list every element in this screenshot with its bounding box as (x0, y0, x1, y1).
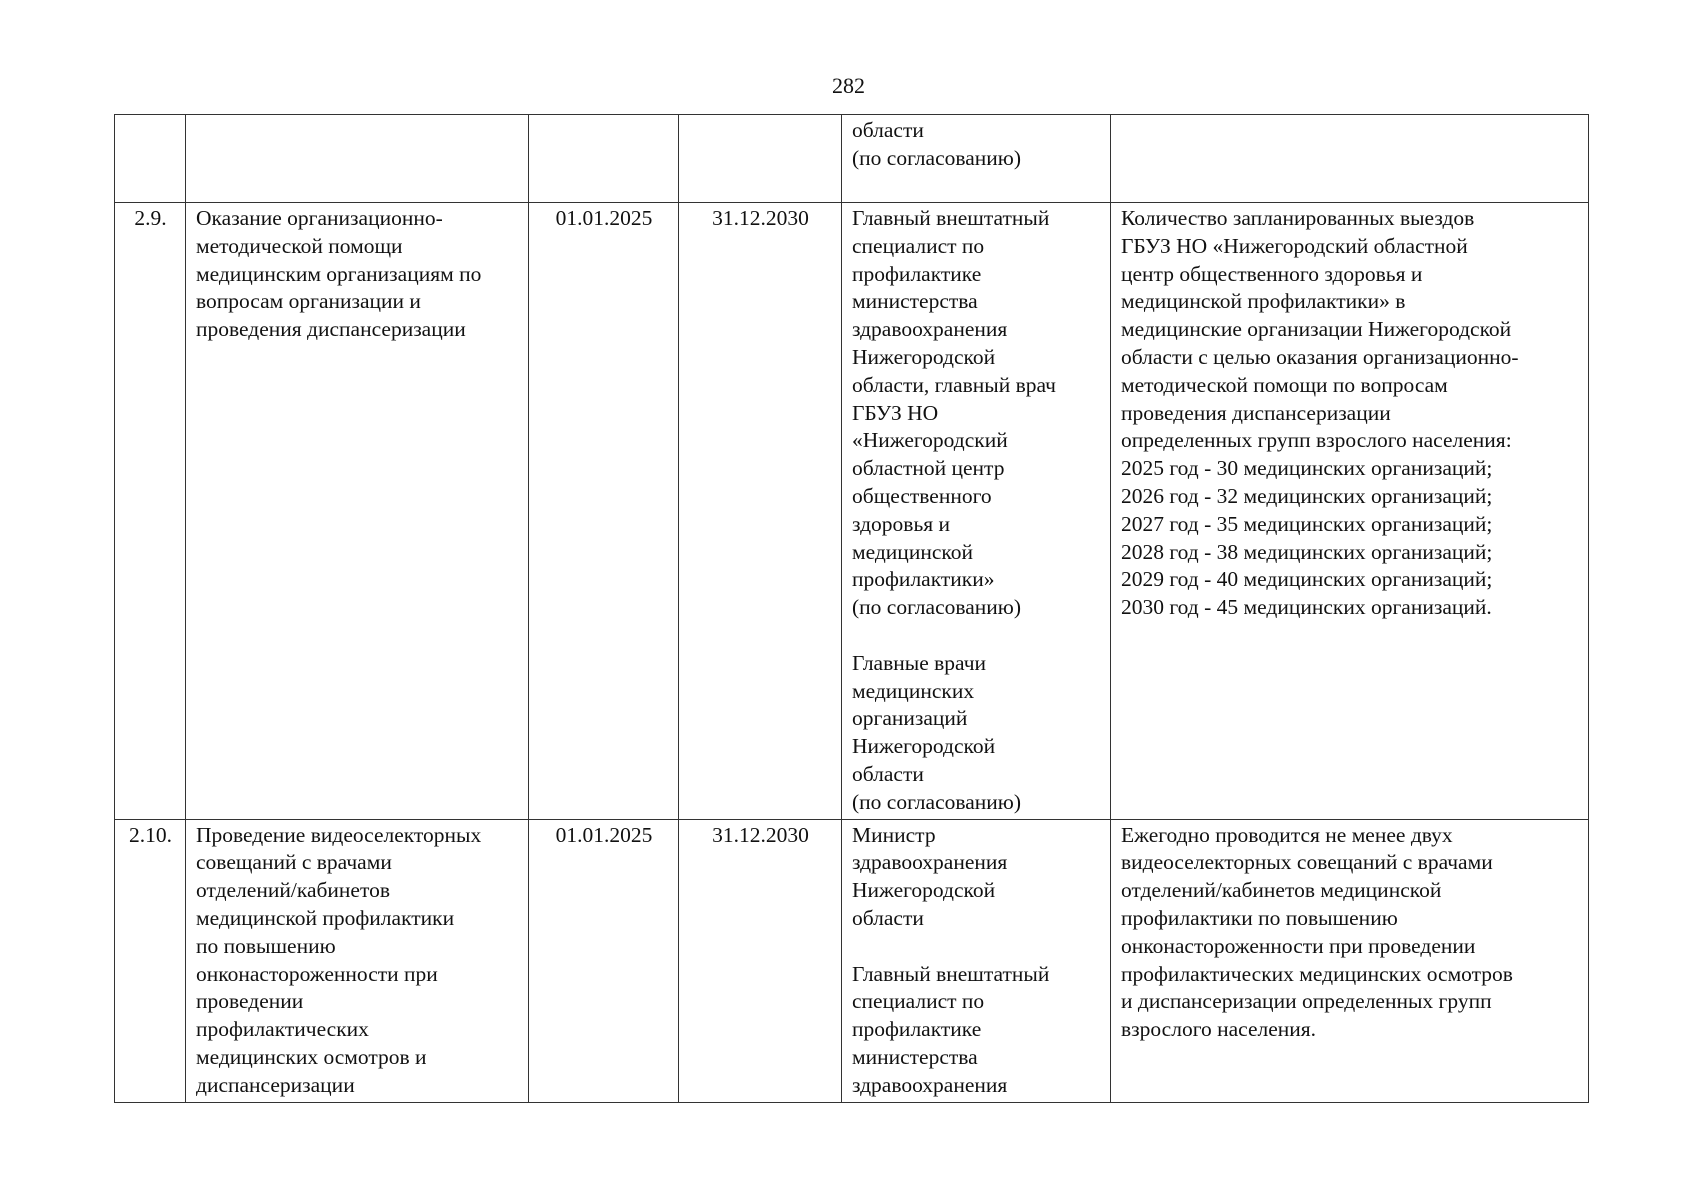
text-line: здравоохранения (852, 1072, 1008, 1097)
text-line: «Нижегородский (852, 428, 1008, 453)
text-line: 2028 год - 38 медицинских организаций; (1121, 539, 1493, 564)
measures-table (114, 114, 1589, 1103)
text-line: профилактике (852, 1017, 982, 1042)
page-number: 282 (832, 73, 865, 98)
text-line: отделений/кабинетов (196, 878, 390, 903)
text-line: (по согласованию) (852, 145, 1022, 170)
text-line: ГБУЗ НО (852, 400, 939, 425)
text-line: Количество запланированных выездов (1121, 206, 1475, 230)
expected-result (1111, 115, 1589, 203)
text-line: методической помощи (196, 233, 403, 258)
measure-name (186, 203, 529, 820)
text-line: совещаний с врачами (196, 850, 392, 875)
text-line: Оказание организационно- (196, 206, 443, 230)
executor-paragraph (852, 961, 1101, 1100)
text-line: профилактике (852, 261, 982, 286)
text-line: области, главный врач (852, 372, 1056, 397)
text-line: профилактических медицинских осмотров (1121, 961, 1513, 986)
row-number: 2.10. (115, 819, 186, 1102)
text-line: Главные врачи (852, 650, 987, 675)
text-line: проведения диспансеризации (196, 317, 466, 342)
table-row (115, 203, 1589, 820)
text-line: министерства (852, 1044, 978, 1069)
text-line: профилактических (196, 1017, 369, 1042)
text-line: вопросам организации и (196, 289, 421, 314)
text-line: медицинские организации Нижегородской (1121, 317, 1512, 342)
text-line: проведении (196, 989, 304, 1014)
text-line: Нижегородской (852, 344, 996, 369)
text-line: отделений/кабинетов медицинской (1121, 878, 1442, 903)
executor-paragraph (852, 117, 1101, 173)
text-line: диспансеризации (196, 1072, 355, 1097)
text-line: профилактики» (852, 567, 995, 592)
text-line: (по согласованию) (852, 789, 1022, 814)
text-line: и диспансеризации определенных групп (1121, 989, 1492, 1014)
text-line: методической помощи по вопросам (1121, 372, 1448, 397)
text-line: видеоселекторных совещаний с врачами (1121, 850, 1493, 875)
text-line: медицинской профилактики (196, 905, 455, 930)
text-line: общественного (852, 483, 992, 508)
text-line: области (852, 761, 924, 786)
expected-result (1111, 203, 1589, 820)
table-row (115, 819, 1589, 1102)
text-line: Главный внештатный (852, 206, 1050, 230)
row-number (115, 115, 186, 203)
text-line: онконастороженности при (196, 961, 438, 986)
text-line: взрослого населения. (1121, 1017, 1317, 1042)
measure-name (186, 819, 529, 1102)
text-line: области (852, 905, 924, 930)
text-line: Нижегородской (852, 734, 996, 759)
text-line: Проведение видеоселекторных (196, 822, 482, 847)
text-line: специалист по (852, 233, 985, 258)
text-line: специалист по (852, 989, 985, 1014)
text-line: 2029 год - 40 медицинских организаций; (1121, 567, 1493, 592)
text-line: Нижегородской (852, 878, 996, 903)
text-line: медицинской (852, 539, 973, 564)
text-line: профилактики по повышению (1121, 905, 1398, 930)
text-line: министерства (852, 289, 978, 314)
result-paragraph (1121, 205, 1579, 622)
executor-cell (842, 203, 1111, 820)
text-line: здравоохранения (852, 317, 1008, 342)
text-line: 2026 год - 32 медицинских организаций; (1121, 483, 1493, 508)
end-date (679, 115, 842, 203)
text-line: определенных групп взрослого населения: (1121, 428, 1512, 453)
executor-paragraph (852, 205, 1101, 622)
text-line: 2025 год - 30 медицинских организаций; (1121, 456, 1493, 481)
text-line: (по согласованию) (852, 595, 1022, 620)
text-line: Ежегодно проводится не менее двух (1121, 822, 1453, 847)
text-line: здоровья и (852, 511, 951, 536)
text-line: области с целью оказания организационно- (1121, 344, 1519, 369)
result-paragraph (1121, 822, 1579, 1044)
executor-cell (842, 115, 1111, 203)
text-line: медицинской профилактики» в (1121, 289, 1406, 314)
text-line: онконастороженности при проведении (1121, 933, 1476, 958)
text-line: проведения диспансеризации (1121, 400, 1391, 425)
text-line: 2027 год - 35 медицинских организаций; (1121, 511, 1493, 536)
text-line: медицинских (852, 678, 975, 703)
text-line: по повышению (196, 933, 336, 958)
measure-name (186, 115, 529, 203)
text-line: здравоохранения (852, 850, 1008, 875)
text-line: области (852, 118, 924, 142)
start-date (529, 115, 679, 203)
text-line: 2030 год - 45 медицинских организаций. (1121, 595, 1492, 620)
table-row (115, 115, 1589, 203)
end-date: 31.12.2030 (679, 819, 842, 1102)
text-line: областной центр (852, 456, 1005, 481)
executor-cell (842, 819, 1111, 1102)
row-number: 2.9. (115, 203, 186, 820)
executor-paragraph (852, 822, 1101, 933)
text-line: ГБУЗ НО «Нижегородский областной (1121, 233, 1468, 258)
end-date: 31.12.2030 (679, 203, 842, 820)
text-line: медицинских осмотров и (196, 1044, 427, 1069)
text-line: Главный внештатный (852, 961, 1050, 986)
expected-result (1111, 819, 1589, 1102)
executor-paragraph (852, 650, 1101, 817)
start-date: 01.01.2025 (529, 203, 679, 820)
text-line: медицинским организациям по (196, 261, 482, 286)
start-date: 01.01.2025 (529, 819, 679, 1102)
text-line: организаций (852, 706, 968, 731)
text-line: центр общественного здоровья и (1121, 261, 1423, 286)
text-line: Министр (852, 822, 936, 847)
